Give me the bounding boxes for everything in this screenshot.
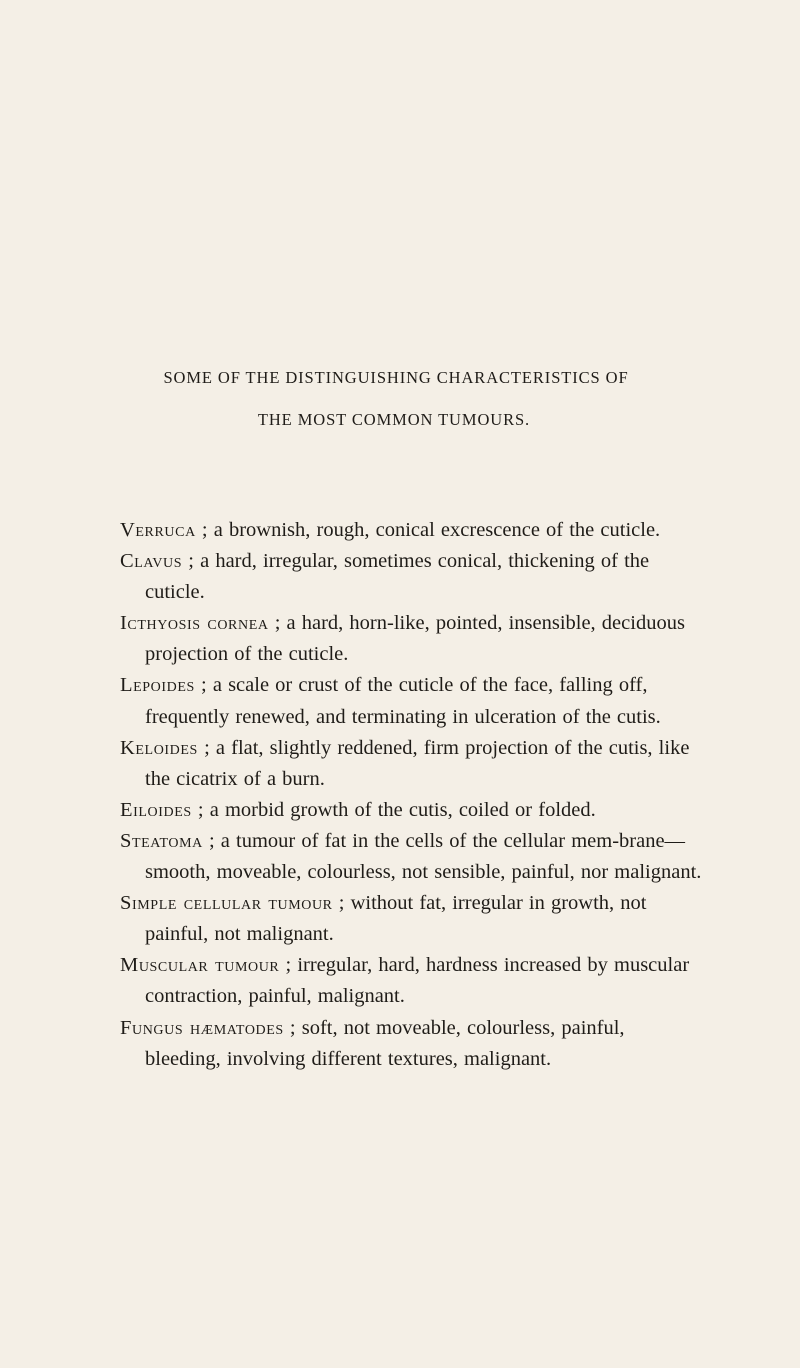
entry-term: Muscular tumour [120,954,280,977]
entry-muscular-tumour [120,950,705,1012]
entry-description: a flat, slightly reddened, firm projection of the cutis, like the cicatrix of a burn. [145,736,690,790]
entry-term: Eiloides [120,798,192,821]
entry-eiloides [120,795,705,826]
entry-description: a brownish, rough, conical excrescence of the cuticle. [213,519,661,541]
entry-description: a scale or crust of the cuticle of the face, falling off, frequently renewed, and terminating in ulceration of the cutis. [145,674,661,728]
entry-term: Lepoides [120,674,195,697]
entry-term: Steatoma [120,829,203,852]
entry-term: Fungus hæmatodes [120,1016,284,1039]
entry-description: a hard, irregular, sometimes conical, thickening of the cuticle. [145,550,650,604]
entry-description: a morbid growth of the cutis, coiled or folded. [209,798,596,821]
entry-separator: ; [182,550,201,573]
entry-icthyosis-cornea [120,608,705,670]
entry-fungus-haematodes [120,1013,705,1075]
entry-separator: ; [279,954,298,977]
entry-separator: ; [202,829,221,852]
entry-keloides [120,733,705,795]
entry-term: Icthyosis cornea [120,612,269,635]
entry-simple-cellular-tumour [120,888,705,950]
entry-separator: ; [195,519,214,541]
page-heading-line-1: SOME OF THE DISTINGUISHING CHARACTERISTICS OF [163,368,629,387]
entry-description: without fat, irregular in growth, not painful, not malignant. [145,892,647,946]
entry-term: Simple cellular tumour [120,892,333,915]
entry-separator: ; [283,1016,302,1039]
entry-term: Clavus [120,550,183,573]
entry-separator: ; [191,798,210,821]
entry-description: a tumour of fat in the cells of the cellular mem-brane—smooth, moveable, colourless, not sensible, painful, nor malignant. [145,829,702,884]
entry-term: Keloides [120,736,198,759]
entry-description: irregular, hard, hardness increased by muscular contraction, painful, malignant. [145,954,690,1008]
page-heading-line-2: THE MOST COMMON TUMOURS. [257,410,531,429]
entry-clavus [120,546,705,608]
entry-term: Verruca [120,519,196,541]
entry-description: a hard, horn-like, pointed, insensible, deciduous projection of the cuticle. [145,612,685,666]
entry-separator: ; [197,736,216,759]
entry-steatoma [120,826,705,888]
entry-separator: ; [332,892,351,915]
entry-lepoides [120,670,705,732]
entry-separator: ; [194,674,213,697]
entry-separator: ; [268,612,287,635]
entry-verruca [120,515,705,546]
entry-description: soft, not moveable, colourless, painful, bleeding, involving different textures, malignant. [145,1016,625,1070]
tumour-list [120,515,705,1075]
